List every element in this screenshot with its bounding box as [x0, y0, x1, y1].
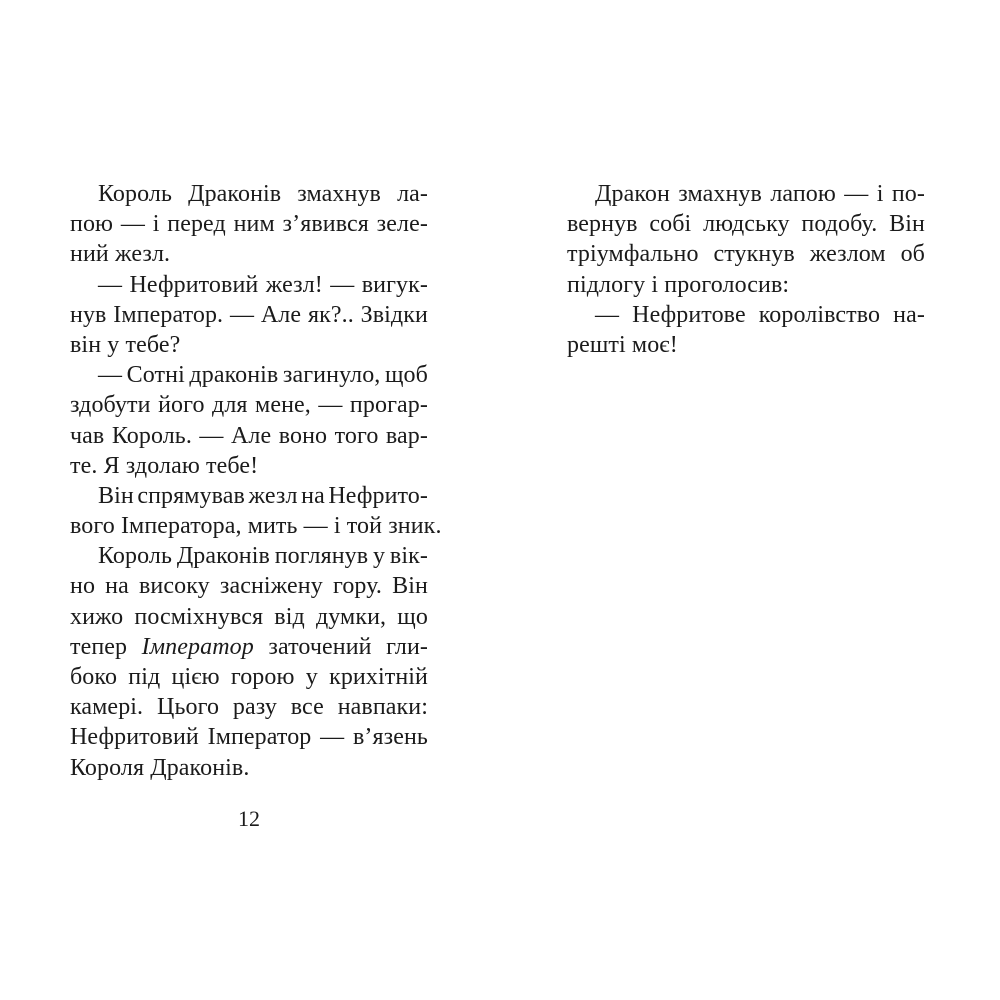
text-line: він у тебе? [70, 331, 181, 358]
text-line: Нефритовий Імператор — в’язень [70, 724, 428, 751]
text-line: — Нефритове королівство на- [595, 301, 925, 328]
text-line: Короля Драконів. [70, 754, 250, 781]
text-line: Король Драконів змахнув ла- [98, 181, 428, 207]
left-page-text-column [70, 179, 442, 783]
text-line: — Сотні драконів загинуло, щоб [98, 362, 428, 389]
text-line: ний жезл. [70, 241, 171, 268]
text-line: здобути його для мене, — прогар- [70, 392, 428, 419]
text-line: Король Драконів поглянув у вік- [98, 543, 428, 570]
page-number: 12 [238, 806, 260, 831]
text-line: хижо посміхнувся від думки, що [70, 603, 428, 630]
text-line: тріумфально стукнув жезлом об [567, 241, 925, 268]
text-line: Він спрямував жезл на Нефрито- [98, 482, 428, 509]
text-line: пою — і перед ним з’явився зеле- [70, 211, 428, 238]
text-line: вернув собі людську подобу. Він [567, 211, 925, 238]
text-line: камері. Цього разу все навпаки: [70, 694, 428, 721]
text-line: решті моє! [567, 331, 678, 358]
text-line: вого Імператора, мить — і той зник. [70, 513, 442, 540]
right-page-text-column [567, 179, 925, 360]
text-line: но на високу засніжену гору. Він [70, 573, 428, 600]
text-line: те. Я здолаю тебе! [70, 452, 259, 479]
text-line: — Нефритовий жезл! — вигук- [98, 271, 428, 298]
text-line: нув Імператор. — Але як?.. Звідки [70, 301, 428, 328]
text-line: боко під цією горою у крихітній [70, 664, 428, 690]
text-line: підлогу і проголосив: [567, 271, 790, 298]
text-line: чав Король. — Але воно того вар- [70, 422, 428, 449]
text-line: Дракон змахнув лапою — і по- [595, 181, 925, 207]
text-line: тепер Імператор заточений гли- [70, 633, 428, 660]
